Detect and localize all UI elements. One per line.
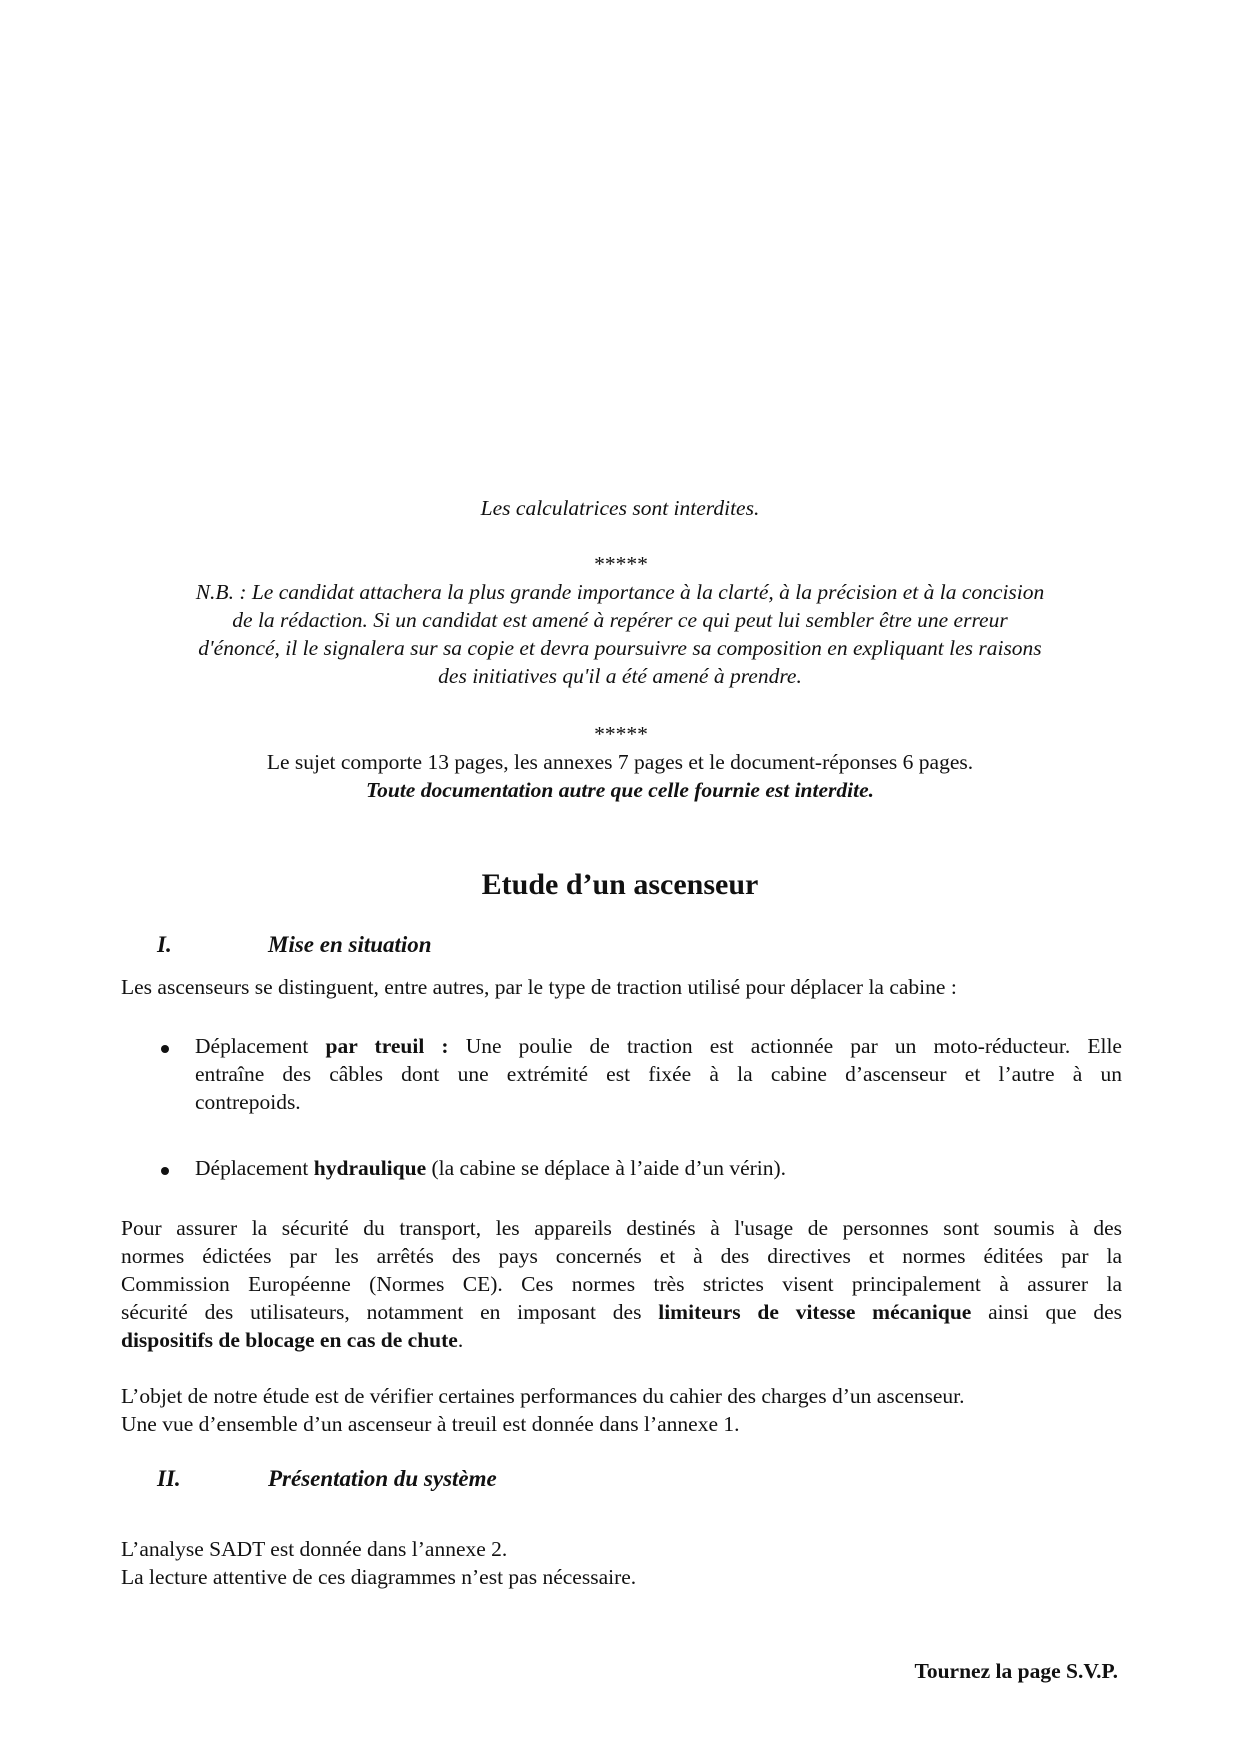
bullet-icon xyxy=(158,1164,172,1178)
nb-line-2: de la rédaction. Si un candidat est amené à repérer ce qui peut lui sembler être une erreur xyxy=(232,608,1008,632)
bullet-1-line-2: entraîne des câbles dont une extrémité est fixée à la cabine d’ascenseur et l’autre à un xyxy=(195,1062,1122,1086)
footer-turn-page: Tournez la page S.V.P. xyxy=(914,1659,1118,1683)
nb-line-1: N.B. : Le candidat attachera la plus grande importance à la clarté, à la précision et à la concision xyxy=(195,580,1045,604)
paragraph-1-line-5: dispositifs de blocage en cas de chute. xyxy=(121,1328,464,1352)
documentation-note: Toute documentation autre que celle fournie est interdite. xyxy=(365,778,875,802)
bullet-2: Déplacement hydraulique (la cabine se déplace à l’aide d’un vérin). xyxy=(195,1156,787,1180)
paragraph-1-line-4: sécurité des utilisateurs, notamment en imposant des limiteurs de vitesse mécanique ainsi que des xyxy=(121,1300,1122,1324)
paragraph-1-line-3: Commission Européenne (Normes CE). Ces normes très strictes visent principalement à assurer la xyxy=(121,1272,1122,1296)
paragraph-1-line-1: Pour assurer la sécurité du transport, les appareils destinés à l'usage de personnes sont soumis à des xyxy=(121,1216,1122,1240)
bullet-icon xyxy=(158,1042,172,1056)
section-2-line-2: La lecture attentive de ces diagrammes n’est pas nécessaire. xyxy=(121,1565,637,1589)
nb-line-4: des initiatives qu'il a été amené à prendre. xyxy=(438,664,802,688)
pages-info: Le sujet comporte 13 pages, les annexes 7 pages et le document-réponses 6 pages. xyxy=(266,750,974,774)
nb-line-3: d'énoncé, il le signalera sur sa copie et devra poursuivre sa composition en expliquant les raisons xyxy=(198,636,1042,660)
section-2-line-1: L’analyse SADT est donnée dans l’annexe 2. xyxy=(121,1537,508,1561)
separator-stars: ***** xyxy=(593,722,647,746)
bullet-1-line-1: Déplacement par treuil : Une poulie de traction est actionnée par un moto-réducteur. Elle xyxy=(195,1034,1122,1058)
paragraph-2-line-2: Une vue d’ensemble d’un ascenseur à treuil est donnée dans l’annexe 1. xyxy=(121,1412,740,1436)
bullet-1-line-3: contrepoids. xyxy=(195,1090,301,1114)
page-title: Etude d’un ascenseur xyxy=(481,868,759,901)
paragraph-1-line-2: normes édictées par les arrêtés des pays concernés et à des directives et normes éditées par la xyxy=(121,1244,1122,1268)
section-2-heading: Présentation du système xyxy=(268,1466,497,1491)
section-1-heading: Mise en situation xyxy=(268,932,432,957)
paragraph-2-line-1: L’objet de notre étude est de vérifier certaines performances du cahier des charges d’un ascenseur. xyxy=(121,1384,965,1408)
section-1-number: I. xyxy=(157,932,172,957)
calculators-notice: Les calculatrices sont interdites. xyxy=(480,496,760,520)
section-1-intro: Les ascenseurs se distinguent, entre autres, par le type de traction utilisé pour déplacer la cabine : xyxy=(121,975,957,999)
separator-stars: ***** xyxy=(593,552,647,576)
section-2-number: II. xyxy=(157,1466,181,1491)
